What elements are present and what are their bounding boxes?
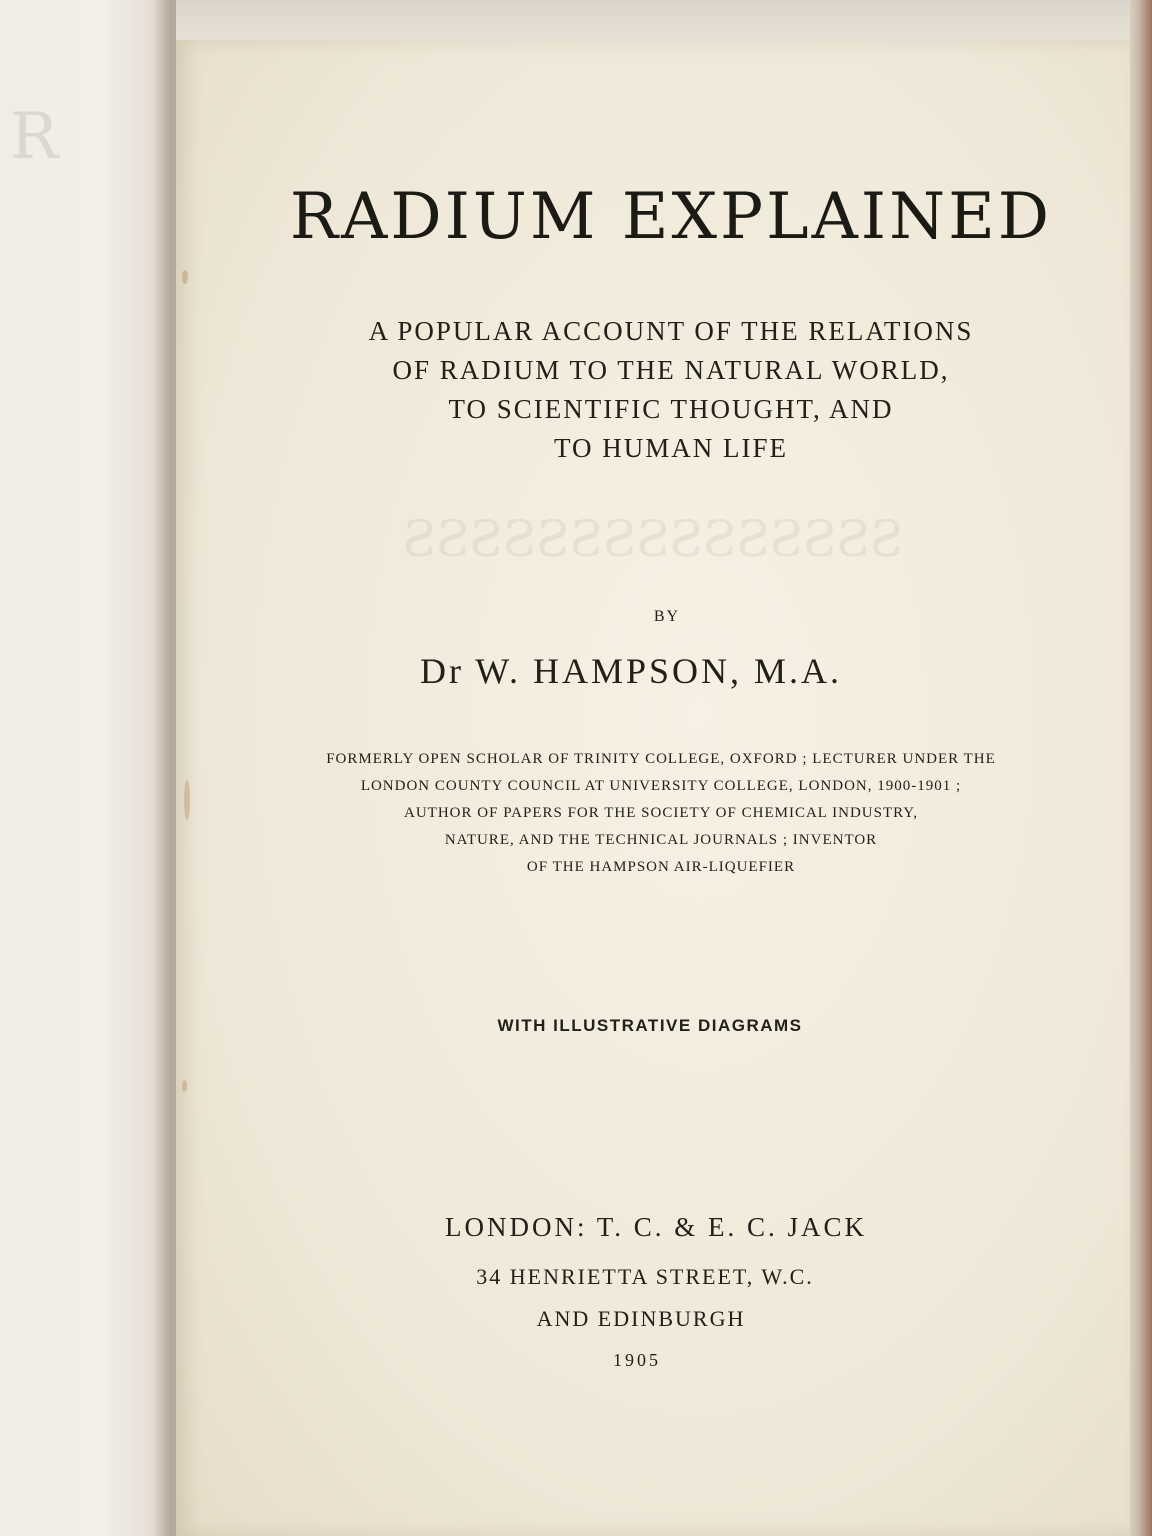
- credentials-line: AUTHOR OF PAPERS FOR THE SOCIETY OF CHEMICAL INDUSTRY,: [404, 805, 918, 821]
- page-top-edge: [176, 0, 1130, 44]
- author-credentials: [184, 746, 1138, 881]
- foxing-spot: [182, 1080, 187, 1092]
- publisher-city: AND EDINBURGH: [536, 1306, 746, 1331]
- credentials-line: FORMERLY OPEN SCHOLAR OF TRINITY COLLEGE, OXFORD ; LECTURER UNDER THE: [326, 751, 996, 767]
- credentials-line: OF THE HAMPSON AIR-LIQUEFIER: [526, 859, 796, 875]
- subtitle-line: OF RADIUM TO THE NATURAL WORLD,: [392, 355, 950, 385]
- book-title: RADIUM EXPLAINED: [289, 180, 1053, 254]
- subtitle-line: A POPULAR ACCOUNT OF THE RELATIONS: [368, 316, 974, 346]
- book-subtitle: [194, 312, 1148, 468]
- facing-page-bleed-through: R: [10, 100, 65, 174]
- reverse-side-bleed-through: SSSSSSSSSSSSSSS: [402, 510, 904, 568]
- author-name: Dr W. HAMPSON, M.A.: [419, 651, 843, 691]
- by-label: BY: [653, 608, 681, 625]
- title-page: [176, 40, 1130, 1536]
- subtitle-line: TO SCIENTIFIC THOUGHT, AND: [448, 394, 894, 424]
- publisher-name: LONDON: T. C. & E. C. JACK: [444, 1212, 867, 1242]
- publisher-address: 34 HENRIETTA STREET, W.C.: [476, 1264, 814, 1289]
- publication-year: 1905: [613, 1350, 661, 1370]
- subtitle-line: TO HUMAN LIFE: [554, 433, 788, 463]
- credentials-line: NATURE, AND THE TECHNICAL JOURNALS ; INVENTOR: [444, 832, 878, 848]
- credentials-line: LONDON COUNTY COUNCIL AT UNIVERSITY COLLEGE, LONDON, 1900-1901 ;: [360, 778, 962, 794]
- facing-left-page: [0, 0, 172, 1536]
- foxing-spot: [182, 270, 188, 284]
- illustrations-note: WITH ILLUSTRATIVE DIAGRAMS: [497, 1016, 803, 1035]
